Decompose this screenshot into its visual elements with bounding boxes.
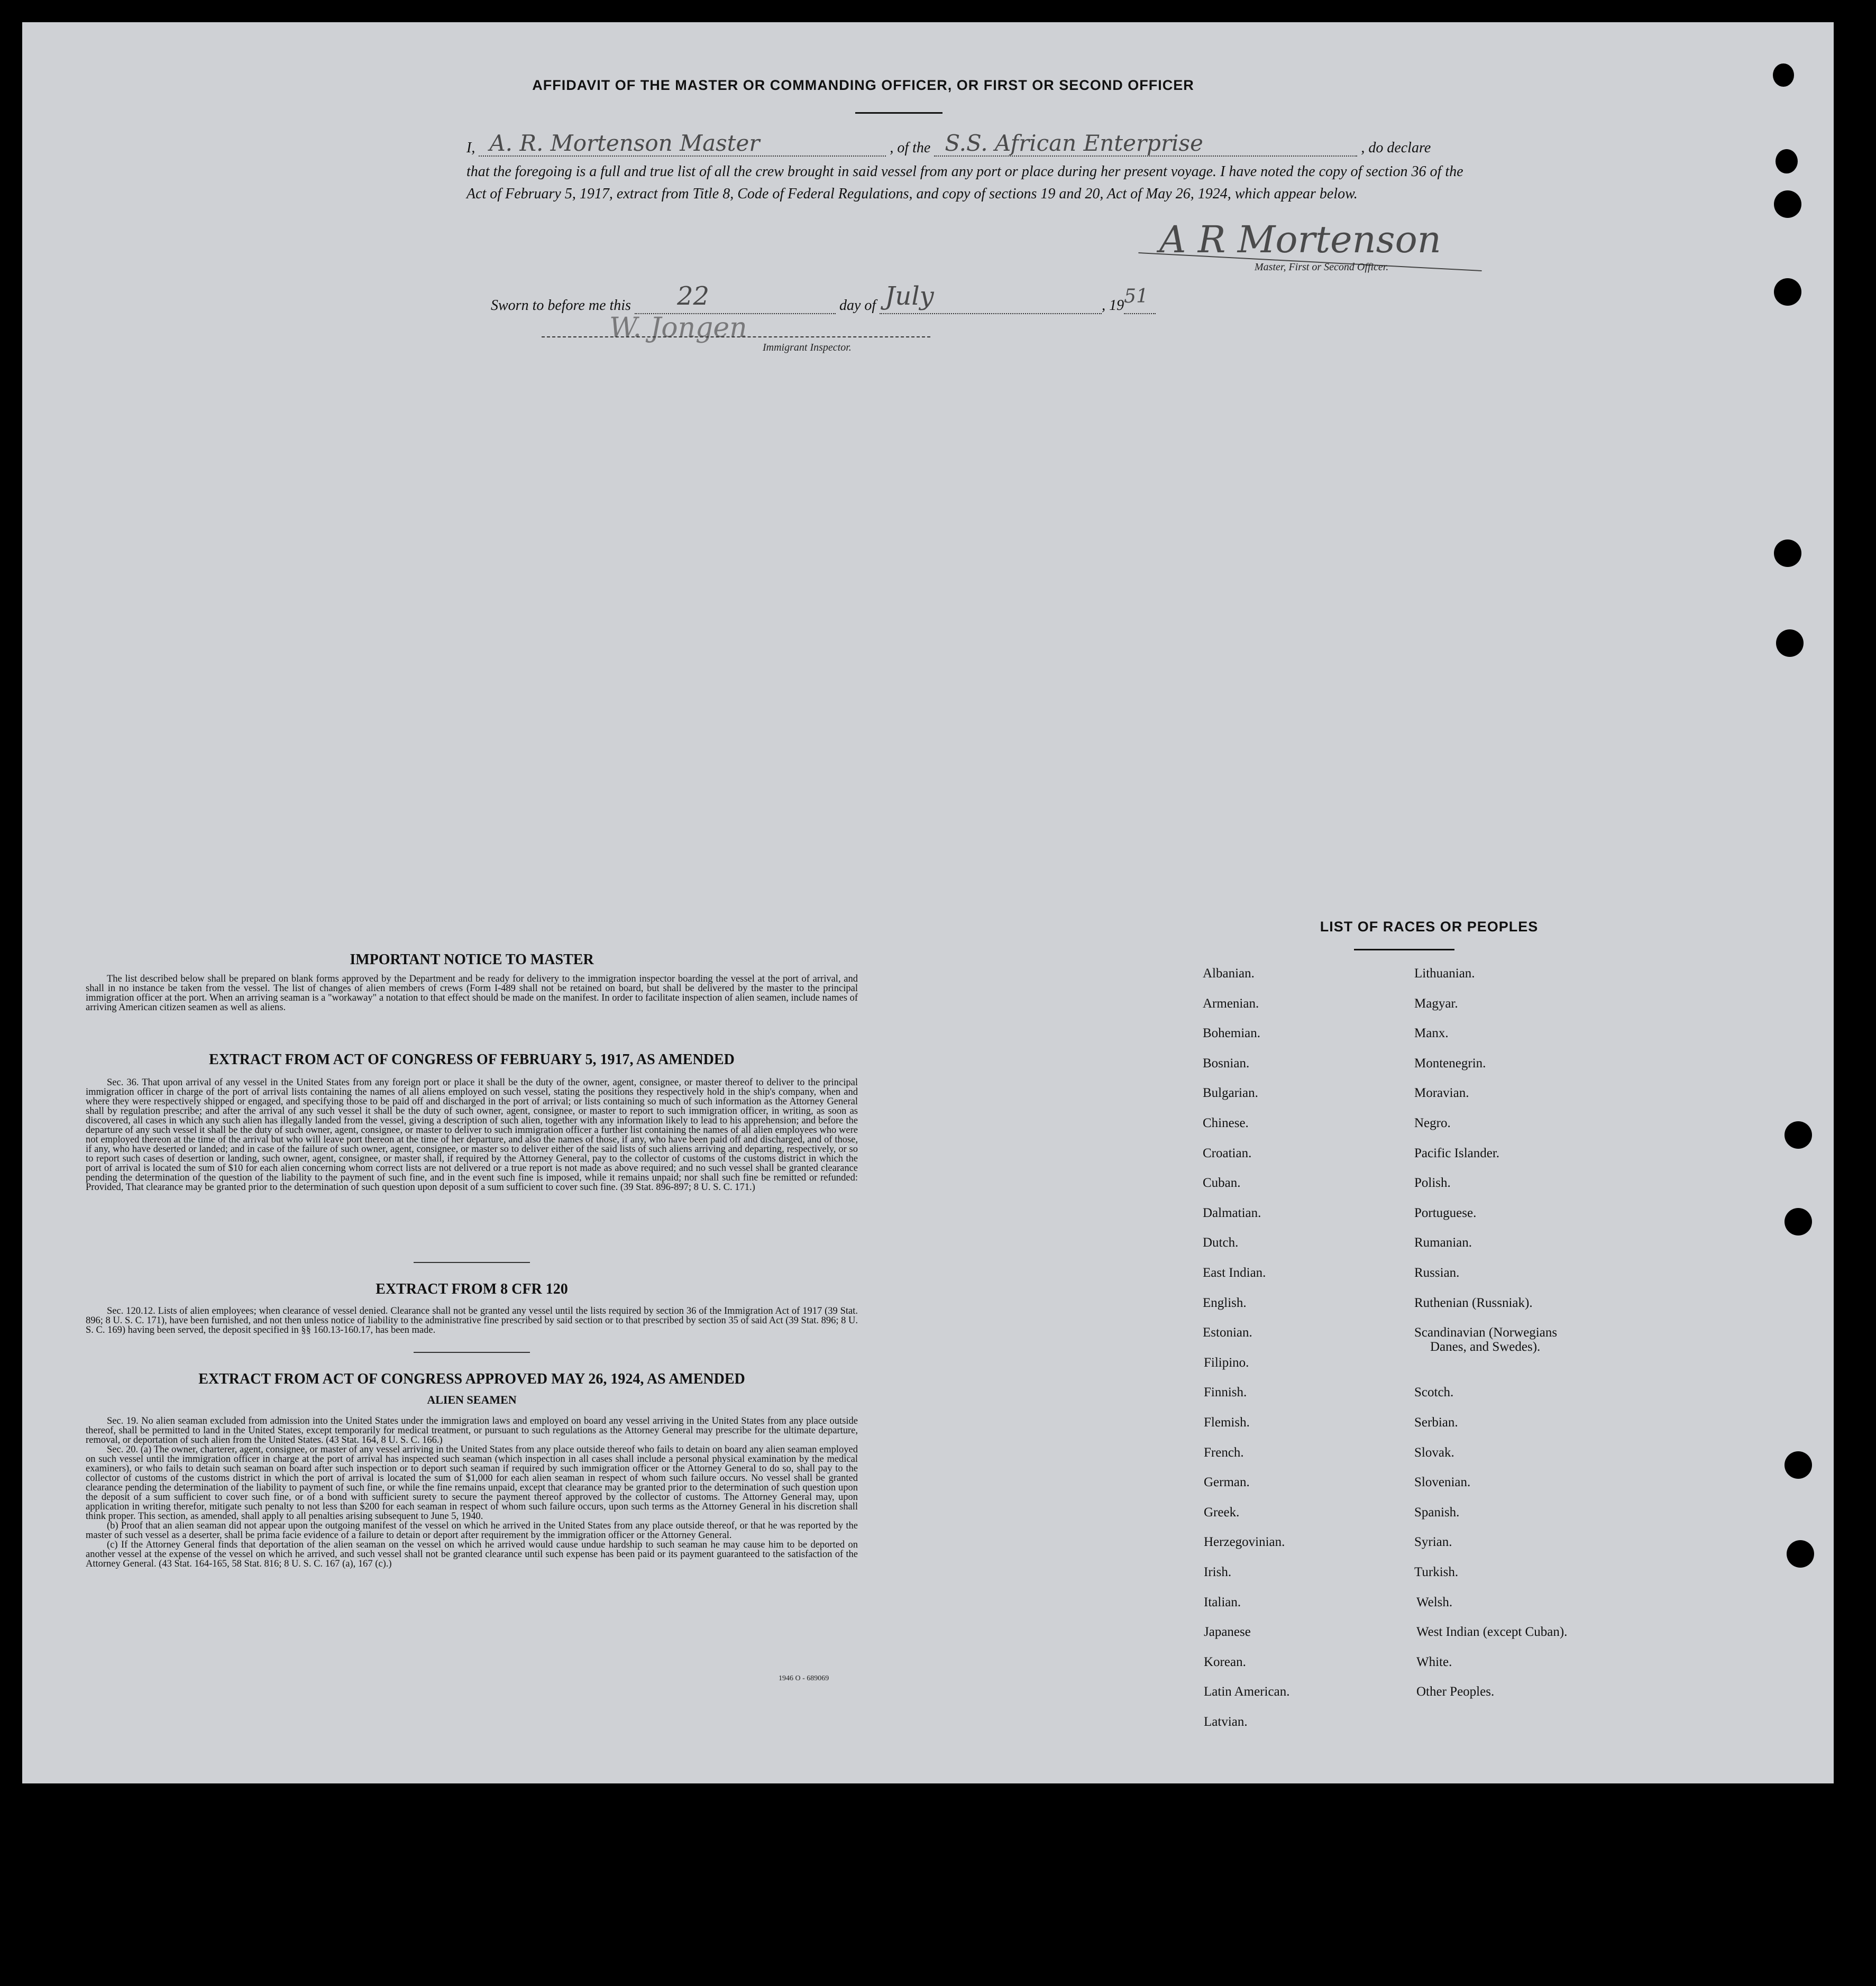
race-item: Rumanian. xyxy=(1414,1235,1472,1250)
sworn-line xyxy=(491,281,1156,314)
sworn-month-handwritten: July xyxy=(885,281,934,311)
declaration-line xyxy=(466,130,1431,157)
notice-text: The list described below shall be prepared on blank forms approved by the Department and be ready for delivery to the immigration inspector boarding the vessel at the port of arrival, and shall in no instance be taken from the vessel. The list of changes of alien members of crews (Form I-489 shall not be retained on board, but shall be delivered by the master to the principal immigration officer at the port. When an arriving seaman is a "workaway" a notation to that effect should be made on the manifest. In order to facilitate inspection of alien seamen, include names of arriving American citizen seamen as well as aliens. xyxy=(86,974,858,1013)
race-item: Portuguese. xyxy=(1414,1205,1477,1220)
races-rule xyxy=(1354,949,1454,950)
extract-cfr-title: EXTRACT FROM 8 CFR 120 xyxy=(376,1281,568,1297)
race-item: Bulgarian. xyxy=(1203,1086,1258,1101)
race-item: East Indian. xyxy=(1203,1266,1266,1280)
print-code: 1946 O - 689069 xyxy=(779,1674,829,1682)
race-item: Welsh. xyxy=(1416,1595,1453,1609)
race-item: Scotch. xyxy=(1414,1385,1454,1400)
race-item-continuation: Danes, and Swedes). xyxy=(1430,1340,1541,1354)
race-item: Filipino. xyxy=(1204,1355,1249,1370)
race-item: Negro. xyxy=(1414,1116,1451,1130)
race-item: White. xyxy=(1416,1654,1452,1669)
sec-19-paragraph: Sec. 19. No alien seaman excluded from admission into the United States under the immigration laws and employed on board any vessel arriving in the United States from any place outside thereof, shall be permitted to land in the United States, except temporarily for medical treatment, or pursuant to such regulations as the Attorney General may prescribe for the ultimate departure, removal, or deportation of such alien from the United States. (43 Stat. 164, 8 U. S. C. 166.) xyxy=(86,1416,858,1445)
race-item: Ruthenian (Russniak). xyxy=(1414,1295,1533,1310)
punch-hole xyxy=(1787,1540,1814,1568)
race-item: Korean. xyxy=(1204,1654,1246,1669)
race-item: Slovak. xyxy=(1414,1445,1454,1460)
inspector-signature-line xyxy=(542,336,930,337)
punch-hole xyxy=(1776,149,1798,173)
inspector-caption: Immigrant Inspector. xyxy=(763,342,852,353)
vessel-name-handwritten: S.S. African Enterprise xyxy=(945,130,1203,156)
race-item: French. xyxy=(1204,1445,1244,1460)
race-item: Serbian. xyxy=(1414,1415,1458,1430)
race-item: Spanish. xyxy=(1414,1505,1460,1520)
race-item: Scandinavian (Norwegians xyxy=(1414,1325,1558,1340)
punch-hole xyxy=(1774,190,1801,218)
race-item: German. xyxy=(1204,1475,1250,1490)
year-prefix: , 19 xyxy=(1102,297,1124,314)
race-item: Albanian. xyxy=(1203,966,1255,981)
master-signature: A R Mortenson xyxy=(1159,218,1441,261)
punch-hole xyxy=(1774,278,1801,306)
sec-20c-paragraph: (c) If the Attorney General finds that deportation of the alien seaman on the vessel on which he arrived would cause undue hardship to such seaman he may cause him to be deported on another vessel at the expense of the vessel on which he arrived, and such vessel shall not be granted clearance until such expense has been paid or its payment guaranteed to the satisfaction of the Attorney General. (43 Stat. 164-165, 58 Stat. 816; 8 U. S. C. 167 (a), 167 (c).) xyxy=(86,1540,858,1569)
document-page xyxy=(22,22,1834,1783)
race-item: Montenegrin. xyxy=(1414,1056,1486,1070)
extract-1917-title: EXTRACT FROM ACT OF CONGRESS OF FEBRUARY 5, 1917, AS AMENDED xyxy=(209,1051,735,1068)
race-item: Bohemian. xyxy=(1203,1026,1261,1041)
punch-hole xyxy=(1774,539,1801,567)
race-item: Bosnian. xyxy=(1203,1056,1250,1070)
notice-title: IMPORTANT NOTICE TO MASTER xyxy=(350,951,594,968)
declare-prefix: I, xyxy=(466,140,479,156)
race-item: Dutch. xyxy=(1203,1235,1239,1250)
race-item: English. xyxy=(1203,1295,1247,1310)
punch-hole xyxy=(1785,1121,1812,1149)
sworn-year-field[interactable] xyxy=(1124,286,1156,314)
race-item: Cuban. xyxy=(1203,1176,1241,1191)
race-item: Lithuanian. xyxy=(1414,966,1475,981)
extract-1924-text xyxy=(86,1416,858,1569)
punch-hole xyxy=(1776,629,1804,657)
punch-hole xyxy=(1785,1208,1812,1235)
of-the-label: , of the xyxy=(890,140,935,156)
sec-20b-paragraph: (b) Proof that an alien seaman did not appear upon the outgoing manifest of the vessel on which he arrived in the United States from any place outside thereof, or that he was reported by the master of such vessel as a deserter, shall be prima facie evidence of a failure to detain or deport after requirement by the immigration officer or the Attorney General. xyxy=(86,1521,858,1541)
race-item: Manx. xyxy=(1414,1026,1449,1041)
master-name-field[interactable] xyxy=(479,130,886,157)
race-item: Latvian. xyxy=(1204,1715,1248,1729)
race-item: Other Peoples. xyxy=(1416,1685,1495,1699)
sworn-year-handwritten: 51 xyxy=(1124,286,1148,307)
race-item: Croatian. xyxy=(1203,1146,1252,1160)
extract-1917-text: Sec. 36. That upon arrival of any vessel in the United States from any foreign port or place it shall be the duty of the owner, agent, consignee, or master thereof to deliver to the principal immigration officer in charge of the port of arrival lists containing the names of all aliens employed on such vessel, stating the positions they respectively hold in the ship's company, when and where they were respectively shipped or engaged, and specifying those to be paid off and discharged in the port of arrival; or lists containing so much of such information as the Attorney General shall by regulation prescribe; and after the arrival of any such vessel it shall be the duty of such owner, agent, consignee, or master to report to such immigration officer, in writing, as soon as discovered, all cases in which any such alien has illegally landed from the vessel, giving a description of such alien, together with any information likely to lead to his apprehension; and before the departure of any such vessel it shall be the duty of such owner, agent, consignee, or master to deliver to such immigration officer a further list containing the names of all alien employees who were not employed thereon at the time of the arrival but who will leave port thereon at the time of her departure, and also the names of those, if any, who have been paid off and discharged, and of those, if any, who have deserted or landed; and in case of the failure of such owner, agent, consignee, or master so to deliver either of the said lists of such aliens arriving and departing, respectively, or so to report such cases of desertion or landing, such owner, agent, consignee, or master shall, if required by the Attorney General, pay to the collector of customs of the customs district in which the port of arrival is located the sum of $10 for each alien concerning whom correct lists are not delivered or a true report is not made as above required; and no such vessel shall be granted clearance pending the determination of the question of the liability to the payment of such fine, and in the event such fine is imposed, while it remains unpaid; nor shall such fine be remitted or refunded: Provided, That clearance may be granted prior to the determination of such question upon deposit of a sum sufficient to cover such fine. (39 Stat. 896-897; 8 U. S. C. 171.) xyxy=(86,1077,858,1193)
vessel-name-field[interactable] xyxy=(934,130,1357,157)
race-item: Chinese. xyxy=(1203,1116,1249,1130)
section-rule xyxy=(414,1262,530,1263)
master-name-handwritten: A. R. Mortenson Master xyxy=(489,130,760,156)
section-rule xyxy=(414,1352,530,1353)
race-item: Dalmatian. xyxy=(1203,1205,1261,1220)
punch-hole xyxy=(1785,1451,1812,1479)
punch-hole xyxy=(1773,63,1794,87)
sec-20a-paragraph: Sec. 20. (a) The owner, charterer, agent, consignee, or master of any vessel arriving in the United States from any place outside thereof who fails to detain on board any alien seaman employed on such vessel until the immigration officer in charge at the port of arrival has inspected such seaman (which inspection in all cases shall include a personal physical examination by the medical examiners), or who fails to detain such seaman on board after such inspection or to deport such seaman if required by such immigration officer or the Attorney General to do so, shall pay to the collector of customs of the customs district in which the port of arrival is located the sum of $1,000 for each alien seaman in respect of whom such failure occurs. No vessel shall be granted clearance pending the determination of the liability to payment of such fine, or while the fine remains unpaid, except that clearance may be granted prior to the determination of such question upon the deposit of a sum sufficient to cover such fine, or of a bond with sufficient surety to secure the payment thereof approved by the collector of customs. The Attorney General may, upon application in writing therefor, mitigate such penalty to not less than $200 for each seaman in respect of whom such failure occurs, upon such terms as the Attorney General in his discretion shall think proper. This section, as amended, shall apply to all penalties arising subsequent to June 5, 1940. xyxy=(86,1444,858,1522)
race-item: Russian. xyxy=(1414,1266,1460,1280)
race-item: Magyar. xyxy=(1414,996,1458,1011)
races-title: LIST OF RACES OR PEOPLES xyxy=(1320,919,1539,935)
sworn-month-field[interactable] xyxy=(880,281,1102,314)
race-item: Greek. xyxy=(1204,1505,1240,1520)
master-caption: Master, First or Second Officer. xyxy=(1255,261,1389,273)
race-item: Japanese xyxy=(1204,1625,1251,1640)
extract-cfr-text: Sec. 120.12. Lists of alien employees; when clearance of vessel denied. Clearance shall not be granted any vessel until the lists required by section 36 of the Immigration Act of 1917 (39 Stat. 896; 8 U. S. C. 171), have been furnished, and not then unless notice of liability to the administrative fine prescribed by said section or to that prescribed by section 35 of said Act (39 Stat. 896; 8 U. S. C. 169) having been served, the deposit specified in §§ 160.13-160.17, has been made. xyxy=(86,1306,858,1335)
extract-1924-title: EXTRACT FROM ACT OF CONGRESS APPROVED MAY 26, 1924, AS AMENDED xyxy=(198,1371,745,1387)
sworn-day-handwritten: 22 xyxy=(676,281,710,311)
race-item: Moravian. xyxy=(1414,1086,1469,1101)
sworn-prefix: Sworn to before me this xyxy=(491,297,631,314)
affidavit-title: AFFIDAVIT OF THE MASTER OR COMMANDING OFFICER, OR FIRST OR SECOND OFFICER xyxy=(532,77,1194,93)
race-item: Slovenian. xyxy=(1414,1475,1471,1490)
alien-seamen-subtitle: ALIEN SEAMEN xyxy=(427,1393,517,1406)
day-of-label: day of xyxy=(839,297,876,314)
inspector-signature: W. Jongen xyxy=(609,312,747,344)
race-item: Herzegovinian. xyxy=(1204,1535,1285,1550)
race-item: Latin American. xyxy=(1204,1685,1290,1699)
race-item: Irish. xyxy=(1204,1565,1232,1579)
race-item: Finnish. xyxy=(1204,1385,1247,1400)
affidavit-paragraph: that the foregoing is a full and true list of all the crew brought in said vessel from any port or place during her present voyage. I have noted the copy of section 36 of the Act of February 5, 1917, extract from Title 8, Code of Federal Regulations, and copy of sections 19 and 20, Act of May 26, 1924, which appear below. xyxy=(466,163,1463,202)
race-item: Syrian. xyxy=(1414,1535,1452,1550)
race-item: Estonian. xyxy=(1203,1325,1252,1340)
race-item: Polish. xyxy=(1414,1176,1451,1191)
race-item: Armenian. xyxy=(1203,996,1259,1011)
race-item: Italian. xyxy=(1204,1595,1241,1609)
race-item: West Indian (except Cuban). xyxy=(1416,1625,1568,1640)
title-rule xyxy=(855,112,942,114)
race-item: Flemish. xyxy=(1204,1415,1250,1430)
race-item: Pacific Islander. xyxy=(1414,1146,1500,1160)
race-item: Turkish. xyxy=(1414,1565,1459,1579)
do-declare-label: , do declare xyxy=(1361,140,1431,156)
